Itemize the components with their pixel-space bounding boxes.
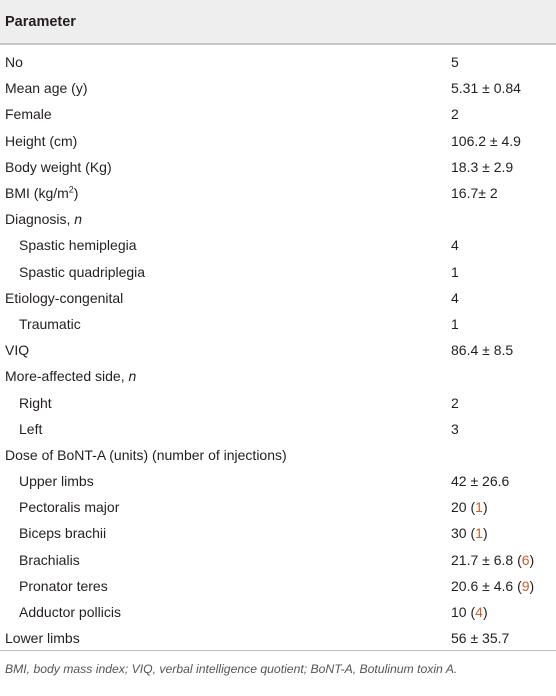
row-parameter: Etiology-congenital	[5, 289, 124, 306]
row-value: 5	[451, 54, 459, 71]
row-parameter: Biceps brachii	[19, 525, 107, 542]
row-value: 42 ± 26.6	[451, 473, 510, 490]
row-parameter: Spastic hemiplegia	[19, 237, 137, 254]
row-value: 20 (1)	[451, 499, 488, 516]
row-value: 1	[451, 263, 459, 280]
table-row	[0, 389, 556, 415]
row-parameter	[0, 185, 451, 201]
row-value: 2	[451, 106, 459, 123]
injection-count-link[interactable]: 1	[475, 525, 483, 542]
row-parameter: Traumatic	[19, 315, 81, 332]
dose-value: 20	[451, 499, 467, 516]
row-parameter: Dose of BoNT-A (units) (number of injections)	[5, 446, 287, 463]
table-row	[0, 206, 556, 232]
injection-count-link[interactable]: 4	[475, 604, 483, 621]
row-value: 10 (4)	[451, 604, 488, 621]
table-footnote: BMI, body mass index; VIQ, verbal intelligence quotient; BoNT-A, Botulinum toxin A.	[5, 662, 458, 677]
row-parameter: Lower limbs	[5, 629, 80, 646]
table-row	[0, 573, 556, 599]
n-italic: n	[128, 368, 137, 385]
table-row	[0, 128, 556, 154]
row-parameter: Pectoralis major	[19, 499, 120, 516]
row-value: 106.2 ± 4.9	[451, 132, 521, 149]
affected-side-label: More-affected side,	[5, 368, 129, 385]
injection-count-link[interactable]: 9	[521, 577, 530, 594]
row-parameter	[0, 211, 451, 227]
bmi-label-end: )	[73, 185, 79, 202]
row-value: 3	[451, 420, 459, 437]
row-value: 2	[451, 394, 459, 411]
dose-value: 21.7 ± 6.8	[451, 551, 514, 568]
dose-value: 30	[451, 525, 467, 542]
dose-value: 20.6 ± 4.6	[451, 577, 514, 594]
row-parameter: Pronator teres	[19, 577, 108, 594]
row-parameter: Spastic quadriplegia	[19, 263, 146, 280]
row-value: 1	[451, 315, 459, 332]
table-row	[0, 547, 556, 573]
table-row	[0, 154, 556, 180]
row-value: 20.6 ± 4.6 (9)	[451, 577, 535, 594]
row-value: 21.7 ± 6.8 (6)	[451, 551, 535, 568]
row-parameter: Body weight (Kg)	[5, 158, 112, 175]
table-row	[0, 625, 556, 651]
row-value: 16.7± 2	[451, 185, 498, 202]
injection-count-link[interactable]: 1	[475, 499, 483, 516]
table-header	[0, 0, 556, 43]
row-value: 5.31 ± 0.84	[451, 80, 521, 97]
row-parameter: Left	[19, 420, 43, 437]
row-parameter: Upper limbs	[19, 473, 94, 490]
table-row	[0, 180, 556, 206]
table-row	[0, 442, 556, 468]
row-value: 86.4 ± 8.5	[451, 342, 514, 359]
row-parameter: VIQ	[5, 342, 30, 359]
table-row	[0, 363, 556, 389]
dose-value: 10	[451, 604, 467, 621]
row-value: 18.3 ± 2.9	[451, 158, 514, 175]
table-row	[0, 75, 556, 101]
row-parameter: Female	[5, 106, 52, 123]
table-row	[0, 311, 556, 337]
row-parameter: Height (cm)	[5, 132, 78, 149]
table-row	[0, 520, 556, 546]
n-italic: n	[74, 211, 83, 228]
row-value: 4	[451, 237, 459, 254]
table-row	[0, 494, 556, 520]
table-row	[0, 49, 556, 75]
row-parameter	[0, 368, 451, 384]
table-row	[0, 259, 556, 285]
row-parameter: No	[5, 54, 23, 71]
header-parameter: Parameter	[5, 13, 76, 30]
table-row	[0, 599, 556, 625]
row-parameter: Mean age (y)	[5, 80, 88, 97]
injection-count-link[interactable]: 6	[521, 551, 530, 568]
row-value: 30 (1)	[451, 525, 488, 542]
table-row	[0, 232, 556, 258]
row-parameter: Brachialis	[19, 551, 80, 568]
table-row	[0, 337, 556, 363]
row-parameter: Adductor pollicis	[19, 604, 121, 621]
table-row	[0, 285, 556, 311]
bmi-label: BMI (kg/m	[5, 185, 69, 202]
row-value: 4	[451, 289, 459, 306]
bmi-superscript: 2	[68, 184, 74, 195]
table-row	[0, 468, 556, 494]
row-parameter: Right	[19, 394, 52, 411]
row-value: 56 ± 35.7	[451, 629, 510, 646]
table-row	[0, 101, 556, 127]
diagnosis-label: Diagnosis,	[5, 211, 75, 228]
table-row	[0, 416, 556, 442]
